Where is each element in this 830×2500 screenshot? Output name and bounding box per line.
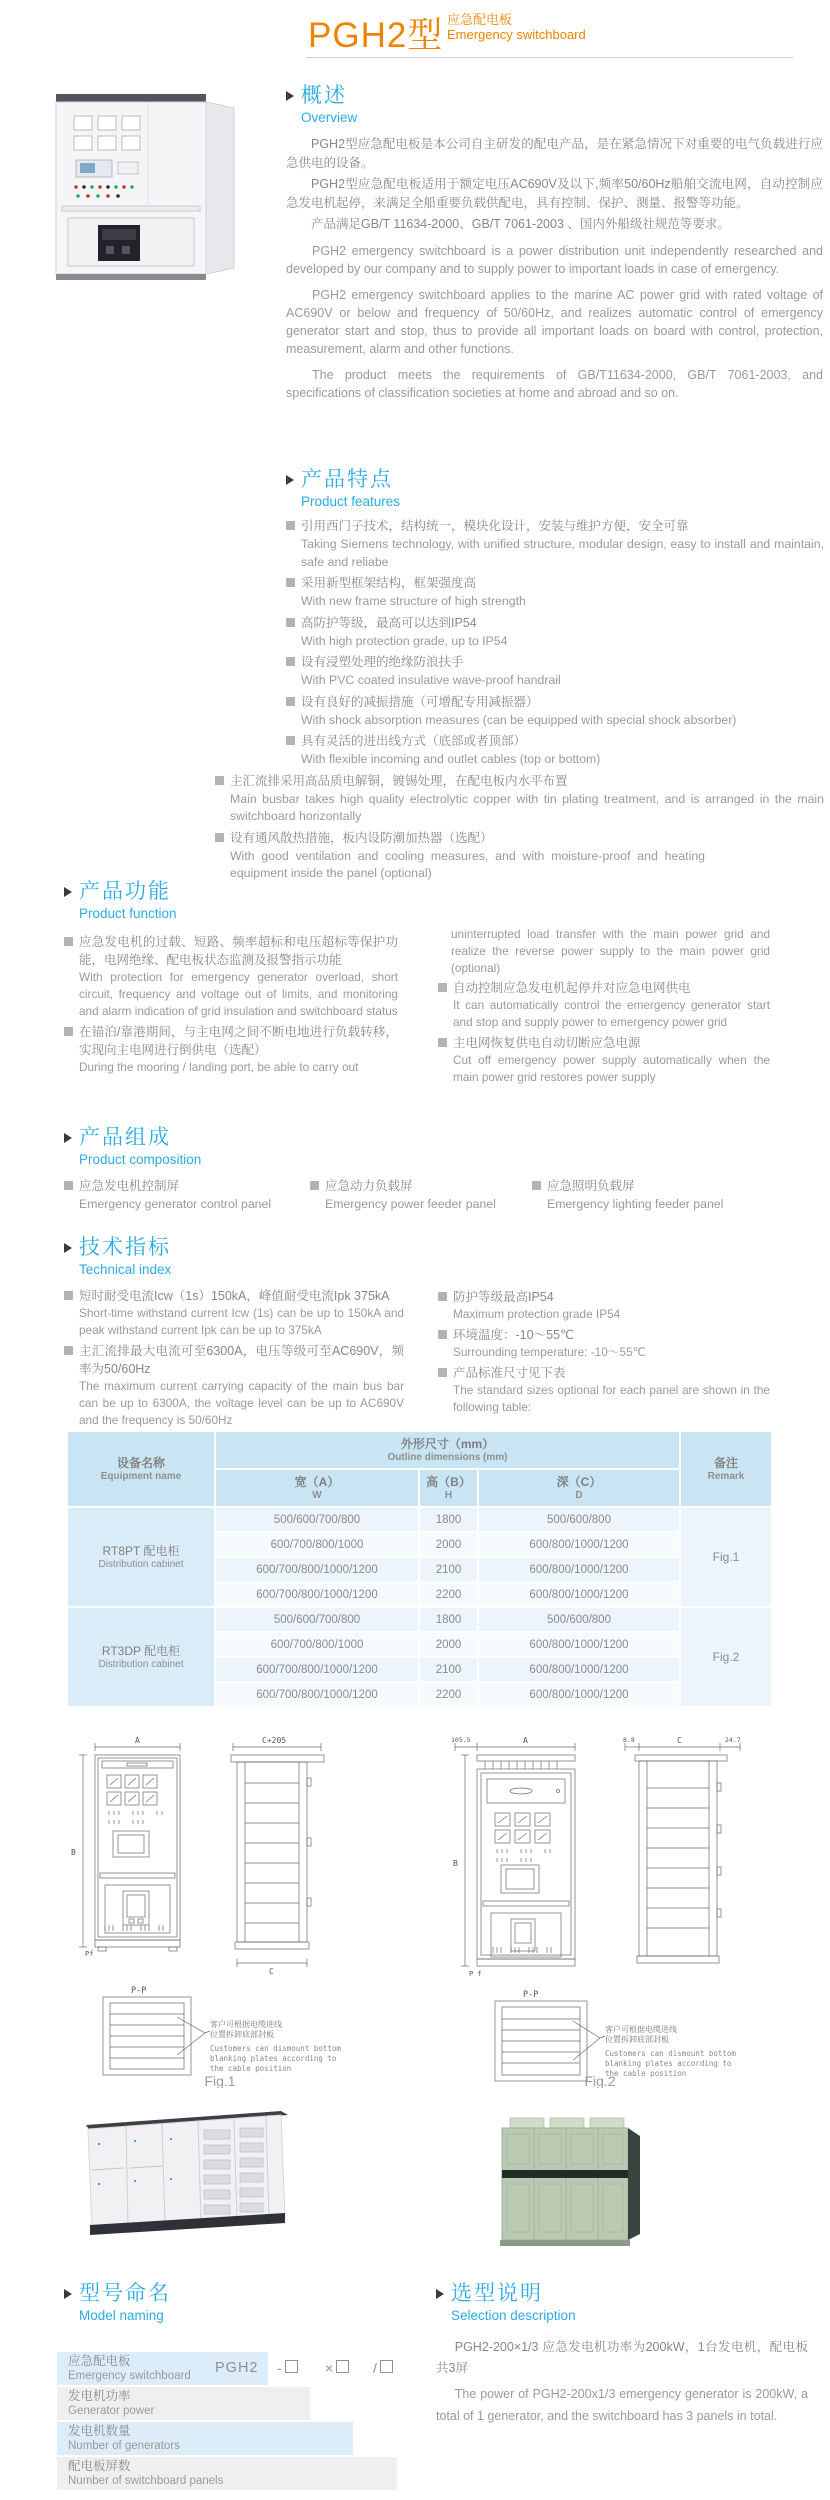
overview-paragraph-en: The product meets the requirements of GB/T11634-2000, GB/T 7061-2003, and specifications of classification societies at home and abroad and so on. <box>286 368 823 400</box>
dim-label: C <box>269 1967 274 1976</box>
fig1-drawing <box>55 1733 415 2088</box>
model-token: / <box>373 2360 393 2376</box>
composition-heading <box>64 1126 804 1169</box>
feature-en: With PVC coated insulative wave-proof handrail <box>301 673 561 687</box>
remark-cell: Fig.2 <box>680 1607 772 1707</box>
section-selection <box>436 2282 808 2427</box>
feature-zh: 设有良好的减振措施（可增配专用减振器） <box>301 694 539 709</box>
pp-note-en: blanking plates according to <box>605 2059 732 2068</box>
naming-label-en: Number of generators <box>68 2440 180 2452</box>
fig2-label: Fig.2 <box>584 2073 616 2088</box>
features-title-en: Product features <box>301 494 401 509</box>
section-features <box>230 468 824 886</box>
section-marker-icon <box>64 2289 72 2299</box>
fig1-label: Fig.1 <box>204 2073 236 2088</box>
technical-en: Maximum protection grade IP54 <box>453 1307 621 1321</box>
overview-heading <box>286 84 823 127</box>
section-model-naming <box>64 2282 409 2325</box>
dim-label: B <box>453 1859 458 1868</box>
function-item <box>64 1023 398 1076</box>
technical-item <box>438 1364 770 1416</box>
placeholder-box-icon <box>336 2360 349 2373</box>
feature-en: With new frame structure of high strength <box>301 594 526 608</box>
overview-paragraph-en: PGH2 emergency switchboard is a power distribution unit independently researched and developed by our company and to supply power to important loads in case of emergency. <box>286 244 823 276</box>
selection-heading <box>436 2282 808 2325</box>
feature-item <box>286 614 824 651</box>
product-name-en: Emergency switchboard <box>447 27 586 42</box>
bullet-square-icon <box>64 937 73 946</box>
switchboard-photo <box>38 88 266 288</box>
section-function <box>64 880 398 1079</box>
overview-paragraph-zh: PGH2型应急配电板是本公司自主研发的配电产品，是在紧急情况下对重要的电气负载进行应急供电的设备。 <box>286 137 823 170</box>
equipment-name-cell: RT3DP 配电柜 Distribution cabinet <box>67 1607 215 1707</box>
overview-paragraph-en: PGH2 emergency switchboard applies to the marine AC power grid with rated voltage of AC690V or below and frequency of 50/60Hz, and realizes automatic control of emergency generator start and stop, thus to provide all important loads on board with control, protection, measurement, alarm and other functions. <box>286 288 823 356</box>
naming-row <box>57 2352 402 2385</box>
section-marker-icon <box>64 1243 72 1253</box>
model-naming-title-en: Model naming <box>79 2308 164 2323</box>
bullet-square-icon <box>532 1181 541 1190</box>
technical-en: The standard sizes optional for each panel are shown in the following table: <box>453 1383 770 1414</box>
dim-label: Pf <box>85 1950 94 1958</box>
section-technical <box>64 1236 404 1432</box>
dim-label: 105.5 <box>451 1736 471 1744</box>
model-token: - <box>277 2360 298 2376</box>
composition-zh: 应急动力负载屏 <box>325 1179 413 1193</box>
function-item <box>438 979 770 1031</box>
bullet-square-icon <box>64 1181 73 1190</box>
section-marker-icon <box>64 1133 72 1143</box>
bullet-square-icon <box>438 983 447 992</box>
section-view-label: P-P <box>523 1990 539 2000</box>
feature-zh: 采用新型框架结构，框架强度高 <box>301 576 477 590</box>
table-row: RT3DP 配电柜 Distribution cabinet 500/600/700/800 1800 500/600/800 Fig.2 <box>67 1607 772 1632</box>
selection-text-en: The power of PGH2-200x1/3 emergency generator is 200kW, a total of 1 generator, and the switchboard has 3 panels in total. <box>436 2387 808 2423</box>
technical-zh: 主汇流排最大电流可至6300A，电压等级可至AC690V，频率为50/60Hz <box>79 1344 404 1376</box>
selection-title-zh: 选型说明 <box>451 2282 543 2305</box>
bullet-square-icon <box>310 1181 319 1190</box>
overview-title-zh: 概述 <box>301 84 347 107</box>
feature-item <box>215 772 824 826</box>
bullet-square-icon <box>286 578 295 587</box>
composition-item <box>64 1177 310 1214</box>
composition-item <box>310 1177 532 1214</box>
placeholder-box-icon <box>380 2360 393 2373</box>
composition-title-zh: 产品组成 <box>79 1126 171 1149</box>
dim-label: A <box>135 1736 140 1745</box>
technical-zh: 产品标准尺寸见下表 <box>453 1366 566 1380</box>
table-row: 600/700/800/1000/1200 2100 600/800/1000/1200 <box>67 1557 772 1582</box>
composition-item <box>532 1177 772 1214</box>
features-heading <box>286 468 824 511</box>
bullet-square-icon <box>64 1346 73 1355</box>
composition-en: Emergency power feeder panel <box>325 1197 496 1211</box>
dim-label: C+205 <box>262 1736 287 1745</box>
fig2-drawing <box>425 1733 815 2088</box>
technical-en: Short-time withstand current Icw (1s) can be up to 150kA and peak withstand current Ipk can be up to 375kA <box>79 1306 404 1337</box>
naming-label-zh: 发电机数量 <box>68 2424 131 2438</box>
naming-label-en: Emergency switchboard <box>68 2370 191 2382</box>
function-en: With protection for emergency generator overload, short circuit, frequency and voltage out of limits, and monitoring and alarm indication of grid insulation and switchboard status <box>79 970 398 1018</box>
technical-en: The maximum current carrying capacity of the main bus bar can be up to 6300A, the voltage level can be up to AC690V and the frequency is 50/60Hz <box>79 1379 404 1427</box>
bullet-square-icon <box>64 1027 73 1036</box>
technical-item <box>64 1287 404 1339</box>
feature-item <box>286 693 824 730</box>
placeholder-box-icon <box>285 2360 298 2373</box>
overview-paragraph-zh: 产品满足GB/T 11634-2000、GB/T 7061-2003 、国内外船级社规范等要求。 <box>311 217 730 231</box>
section-marker-icon <box>286 91 294 101</box>
col-header-remark: 备注 Remark <box>680 1431 772 1507</box>
pp-note-en: the cable position <box>605 2069 687 2078</box>
bullet-square-icon <box>215 833 224 842</box>
function-title-zh: 产品功能 <box>79 880 171 903</box>
pp-note-en: the cable position <box>210 2064 292 2073</box>
feature-en: With flexible incoming and outlet cables (top or bottom) <box>301 752 601 766</box>
composition-zh: 应急发电机控制屏 <box>79 1179 180 1193</box>
dimensions-table <box>66 1430 773 1708</box>
feature-en: With good ventilation and cooling measures, and with moisture-proof and heating equipment inside the panel (optional) <box>230 848 705 880</box>
feature-en: With high protection grade, up to IP54 <box>301 633 508 648</box>
overview-title-en: Overview <box>301 110 358 125</box>
section-marker-icon <box>64 887 72 897</box>
function-zh: 主电网恢复供电自动切断应急电源 <box>453 1036 641 1050</box>
function-en: Cut off emergency power supply automatically when the main power grid restores power supply <box>453 1053 770 1084</box>
model-token: × <box>325 2360 349 2376</box>
feature-zh: 设有浸塑处理的绝缘防浪扶手 <box>301 655 464 669</box>
bullet-square-icon <box>215 776 224 785</box>
feature-en: Main busbar takes high quality electrolytic copper with tin plating treatment, and is arranged in the main switchboard horizontally <box>230 791 824 823</box>
pp-note-en: Customers can dismount bottom <box>210 2044 341 2053</box>
bullet-square-icon <box>438 1368 447 1377</box>
technical-item <box>438 1326 770 1361</box>
feature-en: Taking Siemens technology, with unified structure, modular design, easy to install and maintain, safe and reliabe <box>301 537 824 569</box>
function-title-en: Product function <box>79 906 177 921</box>
feature-item <box>286 732 824 769</box>
dim-label: A <box>523 1736 528 1745</box>
feature-zh: 具有灵活的进出线方式（底部或者顶部） <box>301 734 527 748</box>
equipment-name-cell: RT8PT 配电柜 Distribution cabinet <box>67 1507 215 1607</box>
overview-paragraph-zh: PGH2型应急配电板适用于额定电压AC690V及以下,频率50/60Hz船舶交流电网，自动控制应急发电机起停，来满足全船重要负载供配电，具有控制、保护、测量、报警等功能。 <box>286 177 823 210</box>
technical-item <box>438 1288 770 1323</box>
feature-zh: 引用西门子技术，结构统一，模块化设计，安装与维护方便，安全可靠 <box>301 519 689 533</box>
function-right-column <box>438 926 770 1089</box>
section-composition <box>64 1126 804 1217</box>
green-switchboard-photo <box>490 2110 650 2255</box>
pp-note-zh: 位置拆卸底部封板 <box>210 2030 274 2039</box>
section-view-label: P-P <box>131 1986 147 1996</box>
feature-item <box>215 829 705 883</box>
col-header-depth: 深（C） D <box>478 1469 680 1507</box>
table-row: 600/700/800/1000/1200 2200 600/800/1000/1200 <box>67 1682 772 1707</box>
function-item <box>64 933 398 1020</box>
pp-note-en: Customers can dismount bottom <box>605 2049 736 2058</box>
pp-note-en: blanking plates according to <box>210 2054 337 2063</box>
dim-label: B <box>71 1848 76 1857</box>
feature-item <box>286 574 824 611</box>
naming-label-zh: 应急配电板 <box>68 2354 131 2368</box>
feature-item <box>286 653 824 690</box>
product-subtitle <box>447 12 586 42</box>
dim-label: P f <box>469 1970 482 1978</box>
model-naming-diagram <box>57 2352 402 2492</box>
composition-zh: 应急照明负载屏 <box>547 1179 635 1193</box>
table-row: 600/700/800/1000 2000 600/800/1000/1200 <box>67 1532 772 1557</box>
technical-heading <box>64 1236 404 1279</box>
dim-label: 24.7 <box>725 1736 741 1744</box>
feature-zh: 高防护等级，最高可以达到IP54 <box>301 615 477 630</box>
technical-zh: 环境温度：-10～55℃ <box>453 1328 575 1342</box>
dim-label: C <box>677 1736 682 1745</box>
selection-title-en: Selection description <box>451 2308 576 2323</box>
dim-label: 8.8 <box>623 1736 635 1744</box>
pp-note-zh: 客户可根据电缆进线 <box>605 2025 677 2034</box>
bullet-square-icon <box>286 657 295 666</box>
bullet-square-icon <box>286 618 295 627</box>
switchboard-lineup-photo <box>78 2098 303 2248</box>
section-marker-icon <box>286 475 294 485</box>
feature-item <box>286 517 824 571</box>
naming-label-en: Number of switchboard panels <box>68 2475 224 2487</box>
composition-en: Emergency lighting feeder panel <box>547 1197 724 1211</box>
technical-item <box>64 1342 404 1429</box>
bullet-square-icon <box>64 1291 73 1300</box>
technical-en: Surrounding temperature: -10～55℃ <box>453 1345 646 1359</box>
function-item <box>438 1034 770 1086</box>
features-title-zh: 产品特点 <box>301 468 393 491</box>
col-header-height: 高（B） H <box>419 1469 478 1507</box>
bullet-square-icon <box>286 697 295 706</box>
col-header-width: 宽（A） W <box>215 1469 419 1507</box>
table-row: 600/700/800/1000/1200 2200 600/800/1000/1200 <box>67 1582 772 1607</box>
pp-note-zh: 位置拆卸底部封板 <box>605 2035 669 2044</box>
function-heading <box>64 880 398 923</box>
technical-title-zh: 技术指标 <box>79 1236 171 1259</box>
feature-zh: 设有通风散热措施，板内设防潮加热器（选配） <box>230 830 493 845</box>
function-zh: 应急发电机的过载、短路、频率超标和电压超标等保护功能，电网绝缘、配电板状态监测及报警指示功能 <box>79 935 398 967</box>
technical-right-column <box>438 1288 770 1419</box>
selection-text-zh: PGH2-200×1/3 应急发电机功率为200kW，1台发电机，配电板共3屏 <box>436 2340 808 2375</box>
function-en: It can automatically control the emergency generator start and stop and supply power to emergency power grid <box>453 998 770 1029</box>
model-naming-title-zh: 型号命名 <box>79 2282 171 2305</box>
technical-zh: 短时耐受电流Icw（1s）150kA，峰值耐受电流Ipk 375kA <box>79 1289 390 1303</box>
remark-cell: Fig.1 <box>680 1507 772 1607</box>
section-overview <box>286 84 823 402</box>
naming-row <box>57 2457 402 2490</box>
technical-zh: 防护等级最高IP54 <box>453 1290 554 1304</box>
col-header-dimensions: 外形尺寸（mm） Outline dimensions (mm) <box>215 1431 680 1469</box>
feature-zh: 主汇流排采用高品质电解铜，镀锡处理，在配电板内水平布置 <box>230 773 568 788</box>
composition-en: Emergency generator control panel <box>79 1197 272 1211</box>
function-zh: 在锚泊/靠港期间，与主电网之间不断电地进行负载转移，实现向主电网进行倒供电（选配） <box>79 1025 398 1057</box>
function-continuation: uninterrupted load transfer with the main power grid and realize the reverse power supply to the main power grid (optional) <box>451 927 770 975</box>
table-row: 600/700/800/1000/1200 2100 600/800/1000/1200 <box>67 1657 772 1682</box>
naming-label-zh: 发电机功率 <box>68 2389 131 2403</box>
naming-label-zh: 配电板屏数 <box>68 2459 131 2473</box>
model-naming-heading <box>64 2282 409 2325</box>
section-marker-icon <box>436 2289 444 2299</box>
model-code: PGH2 <box>215 2360 259 2376</box>
pp-note-zh: 客户可根据电缆进线 <box>210 2020 282 2029</box>
bullet-square-icon <box>286 736 295 745</box>
header-divider <box>306 57 793 58</box>
function-zh: 自动控制应急发电机起停并对应急电网供电 <box>453 981 691 995</box>
col-header-equipment: 设备名称 Equipment name <box>67 1431 215 1507</box>
bullet-square-icon <box>438 1038 447 1047</box>
table-row: 600/700/800/1000 2000 600/800/1000/1200 <box>67 1632 772 1657</box>
bullet-square-icon <box>438 1330 447 1339</box>
naming-label-en: Generator power <box>68 2405 155 2417</box>
technical-title-en: Technical index <box>79 1262 172 1277</box>
function-en: During the mooring / landing port, be able to carry out <box>79 1060 359 1074</box>
composition-title-en: Product composition <box>79 1152 202 1167</box>
bullet-square-icon <box>286 521 295 530</box>
page-title: PGH2型 <box>308 16 444 55</box>
feature-en: With shock absorption measures (can be equipped with special shock absorber) <box>301 712 737 727</box>
naming-row <box>57 2422 402 2455</box>
product-name-zh: 应急配电板 <box>447 12 513 27</box>
table-row: RT8PT 配电柜 Distribution cabinet 500/600/700/800 1800 500/600/800 Fig.1 <box>67 1507 772 1532</box>
naming-row <box>57 2387 402 2420</box>
bullet-square-icon <box>438 1292 447 1301</box>
